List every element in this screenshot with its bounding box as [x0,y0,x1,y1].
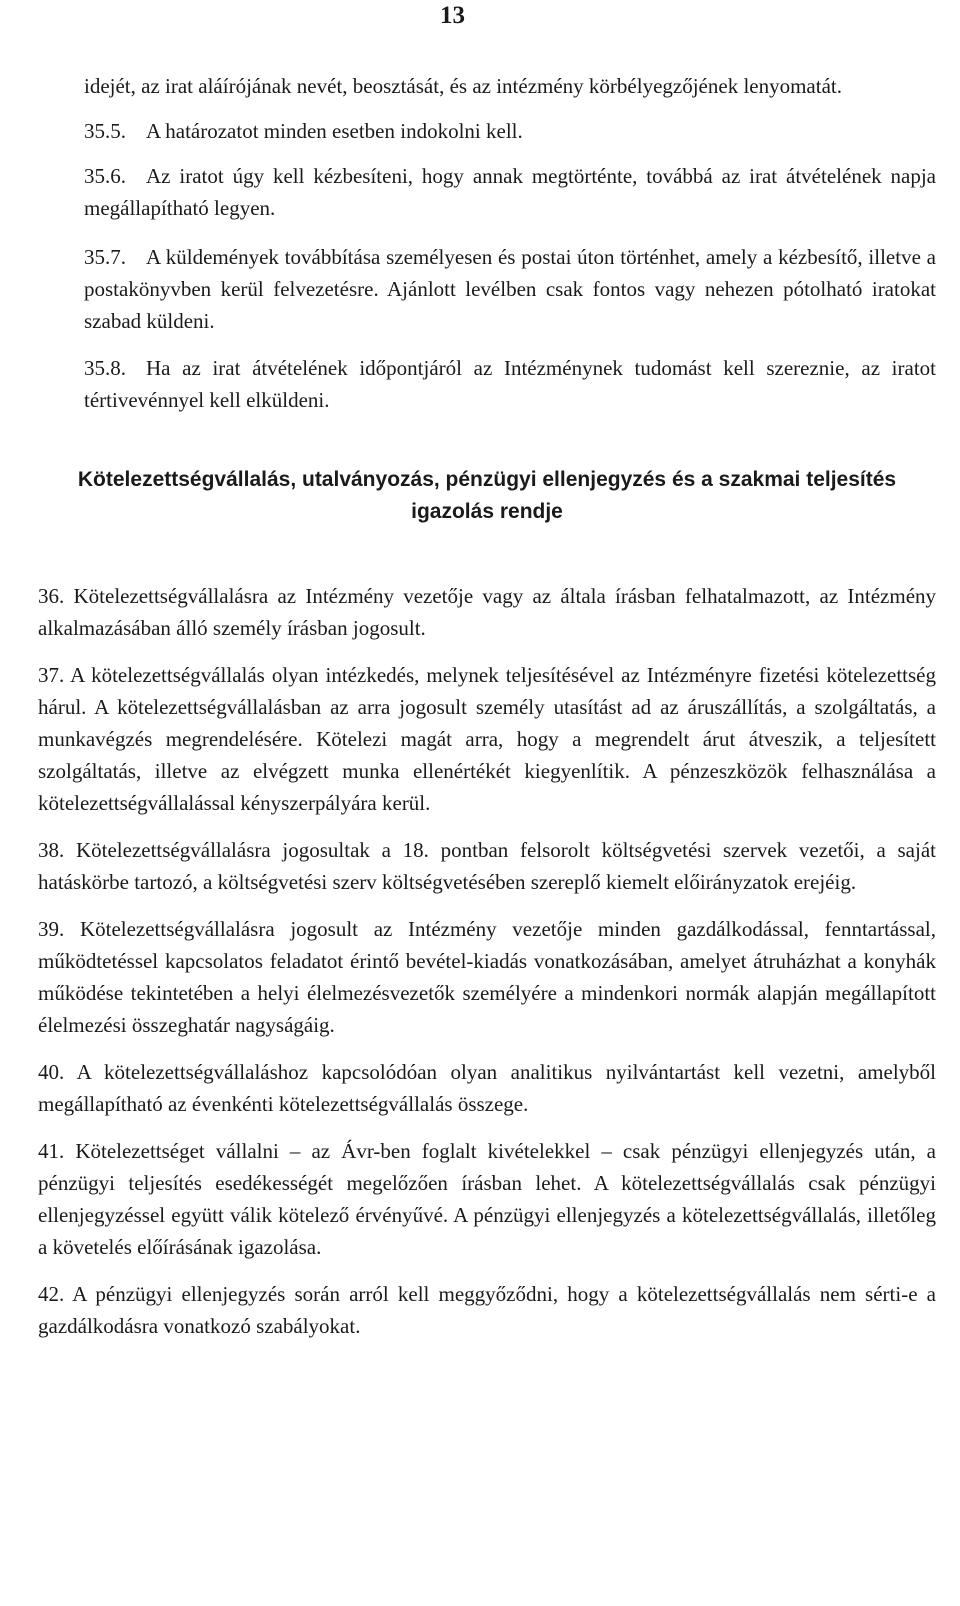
subsection-text: Az iratot úgy kell kézbesíteni, hogy annak megtörténte, továbbá az irat átvételének napja megállapítható legyen. [84,164,936,220]
item-number: 37. [38,663,65,687]
subsection-number: 35.8. [84,356,126,380]
subsection-number: 35.7. [84,245,126,269]
item-text: Kötelezettségvállalásra az Intézmény vezetője vagy az általa írásban felhatalmazott, az Intézmény alkalmazásában álló személy írásban jogosult. [38,584,937,640]
list-item-39 [38,913,936,1041]
page-number: 13 [440,2,465,29]
item-text: Kötelezettségvállalásra jogosult az Intézmény vezetője minden gazdálkodással, fenntartással, működtetéssel kapcsolatos feladatot érintő bevétel-kiadás vonatkozásában, amelyet átruházhat a konyhák működése tekintetében a helyi élelmezésvezetők személyére a mindenkori normák alapján megállapított élelmezési összeghatár nagyságáig. [38,917,937,1037]
list-item-41 [38,1135,936,1263]
item-text: A kötelezettségvállalás olyan intézkedés, melynek teljesítésével az Intézményre fizetési kötelezettség hárul. A kötelezettségvállalásban az arra jogosult személy utasítást ad az áruszállítás, a szolgáltatás, a munkavégzés megrendelésére. Kötelezi magát arra, hogy a megrendelt árut átveszik, a teljesített szolgáltatás, illetve az elvégzett munka ellenértékét kiegyenlítik. A pénzeszközök felhasználása a kötelezettségvállalással kényszerpályára kerül. [38,663,936,815]
section-heading: Kötelezettségvállalás, utalványozás, pénzügyi ellenjegyzés és a szakmai teljesítés igazolás rendje [77,468,897,523]
item-number: 42. [38,1282,65,1306]
list-item-36 [38,580,936,644]
item-number: 38. [38,838,65,862]
item-number: 36. [38,584,65,608]
subsection-text: A küldemények továbbítása személyesen és postai úton történhet, amely a kézbesítő, illetve a postakönyvben kerül felvezetésre. Ajánlott levélben csak fontos vagy nehezen pótolható iratokat szabad küldeni. [84,245,936,333]
list-item-38 [38,834,936,898]
subsection-number: 35.5. [84,119,126,143]
subsection-text: Ha az irat átvételének időpontjáról az Intézménynek tudomást kell szereznie, az iratot tértivevénnyel kell elküldeni. [84,356,936,412]
document-body [38,70,936,1357]
numbered-list [38,580,936,1342]
subsection-continuation [84,70,936,102]
list-item-42 [38,1278,936,1342]
list-item-40 [38,1056,936,1120]
item-number: 41. [38,1139,65,1163]
list-item-37 [38,659,936,819]
subsection-number: 35.6. [84,164,126,188]
item-text: A pénzügyi ellenjegyzés során arról kell meggyőződni, hogy a kötelezettségvállalás nem sérti-e a gazdálkodásra vonatkozó szabályokat. [38,1282,936,1338]
subsection-35-6 [84,160,936,224]
subsection-text: A határozatot minden esetben indokolni kell. [146,119,523,143]
item-text: A kötelezettségvállaláshoz kapcsolódóan olyan analitikus nyilvántartást kell vezetni, amelyből megállapítható az évenkénti kötelezettségvállalás összege. [38,1060,936,1116]
item-text: Kötelezettséget vállalni – az Ávr-ben foglalt kivételekkel – csak pénzügyi ellenjegyzés után, a pénzügyi teljesítés esedékességét megelőzően írásban lehet. A kötelezettségvállalás csak pénzügyi ellenjegyzéssel együtt válik kötelező érvényűvé. A pénzügyi ellenjegyzés a kötelezettségvállalás, illetőleg a követelés előírásának igazolása. [38,1139,937,1259]
item-number: 40. [38,1060,65,1084]
item-number: 39. [38,917,65,941]
subsection-text: idejét, az irat aláírójának nevét, beosztását, és az intézmény körbélyegzőjének lenyomatát. [84,74,842,98]
item-text: Kötelezettségvállalásra jogosultak a 18. pontban felsorolt költségvetési szervek vezetői, a saját hatáskörbe tartozó, a költségvetési szerv költségvetésében szereplő kiemelt előirányzatok erejéig. [38,838,936,894]
subsection-35-5 [84,115,936,147]
subsection-35-8 [84,352,936,416]
subsection-35-7 [84,241,936,337]
